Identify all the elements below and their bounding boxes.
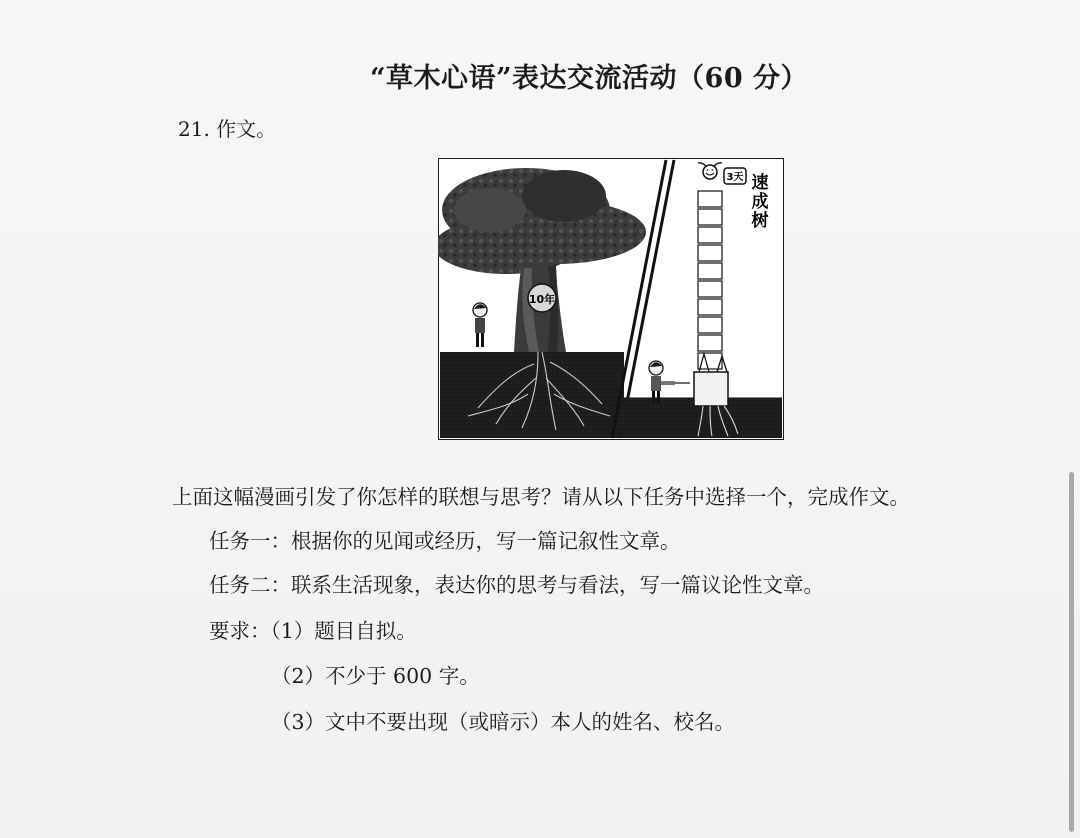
svg-text:树: 树 xyxy=(751,211,769,231)
requirement-word-count: （2）不少于 600 字。 xyxy=(271,664,480,688)
vertical-title xyxy=(752,172,769,231)
planter-box xyxy=(694,372,728,406)
requirements-heading: 要求：（1）题目自拟。 xyxy=(209,619,417,643)
age-label: 10年 xyxy=(528,293,556,306)
task-two: 任务二：联系生活现象，表达你的思考与看法，写一篇议论性文章。 xyxy=(209,573,824,597)
time-label: 3天 xyxy=(726,172,744,183)
cartoon-illustration xyxy=(438,158,784,440)
svg-text:速: 速 xyxy=(751,173,769,193)
requirement-anonymity: （3）文中不要出现（或暗示）本人的姓名、校名。 xyxy=(271,710,736,734)
question-number: 21. 作文。 xyxy=(178,117,277,141)
task-one: 任务一：根据你的见闻或经历，写一篇记叙性文章。 xyxy=(209,529,681,553)
page-title: “草木心语”表达交流活动（60 分） xyxy=(369,63,809,94)
svg-text:成: 成 xyxy=(751,192,769,212)
vertical-scrollbar[interactable] xyxy=(1069,472,1074,832)
essay-prompt: 上面这幅漫画引发了你怎样的联想与思考？请从以下任务中选择一个，完成作文。 xyxy=(172,485,910,509)
